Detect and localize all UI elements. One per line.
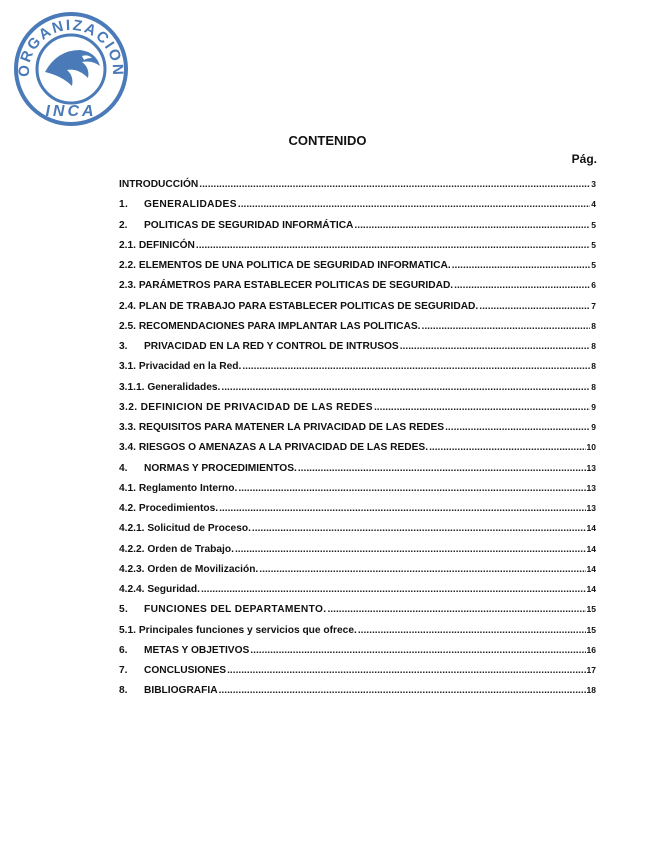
toc-dot-leader (250, 641, 585, 661)
toc-entry-title: 3.2. DEFINICION DE PRIVACIDAD DE LAS REDES (119, 401, 373, 413)
toc-entry[interactable] (119, 397, 596, 417)
toc-entry-page: 17 (586, 665, 596, 675)
toc-entry[interactable] (119, 194, 596, 214)
toc-entry-title: 3.4. RIESGOS O AMENAZAS A LA PRIVACIDAD DE LAS REDES. (119, 442, 429, 454)
svg-text:ORGANIZACION: ORGANIZACION (15, 16, 127, 78)
toc-entry-page: 8 (591, 320, 596, 331)
toc-entry[interactable] (119, 275, 596, 295)
toc-entry[interactable] (119, 377, 596, 397)
toc-entry-number: 4. (119, 462, 128, 474)
toc-entry-title: 4.2. Procedimientos. (119, 503, 219, 514)
organizacion-inca-logo (12, 10, 130, 128)
toc-dot-leader (235, 540, 586, 560)
toc-entry-title: 2.3. PARÁMETROS PARA ESTABLECER POLITICAS DE SEGURIDAD. (119, 280, 454, 292)
toc-entry-title: 4.2.3. Orden de Movilización. (119, 563, 259, 575)
toc-dot-leader (327, 600, 585, 620)
toc-entry-page: 5 (591, 219, 596, 230)
toc-entry[interactable] (119, 599, 596, 619)
toc-entry[interactable] (119, 680, 596, 700)
toc-entry-page: 6 (591, 280, 596, 291)
toc-entry-page: 15 (586, 604, 596, 615)
toc-entry-title: GENERALIDADES (144, 199, 237, 211)
toc-dot-leader (238, 195, 590, 215)
toc-entry-number: 7. (119, 665, 128, 676)
toc-dot-leader (374, 398, 590, 418)
toc-entry-title: 2.5. RECOMENDACIONES PARA IMPLANTAR LAS POLITICAS. (119, 320, 421, 332)
toc-entry-title: 3.1.1. Generalidades. (119, 381, 221, 393)
contents-heading: CONTENIDO (288, 133, 367, 148)
toc-entry[interactable] (119, 478, 596, 498)
toc-entry[interactable] (119, 498, 596, 518)
toc-entry[interactable] (119, 255, 596, 275)
toc-dot-leader (227, 661, 585, 681)
toc-entry-title: 4.2.2. Orden de Trabajo. (119, 543, 234, 555)
toc-entry-number: 2. (119, 219, 128, 231)
toc-entry-page: 7 (591, 300, 596, 311)
toc-entry[interactable] (119, 235, 596, 255)
toc-dot-leader (201, 580, 586, 600)
toc-entry-page: 10 (586, 442, 596, 453)
toc-entry-number: 3. (119, 341, 128, 352)
toc-entry[interactable] (119, 336, 596, 356)
toc-entry[interactable] (119, 539, 596, 559)
toc-entry-page: 13 (586, 462, 596, 473)
toc-entry-title: FUNCIONES DEL DEPARTAMENTO. (144, 604, 327, 616)
toc-dot-leader (298, 459, 586, 479)
toc-entry[interactable] (119, 356, 596, 376)
toc-entry[interactable] (119, 518, 596, 538)
toc-entry-title: 2.4. PLAN DE TRABAJO PARA ESTABLECER POLITICAS DE SEGURIDAD. (119, 300, 479, 312)
toc-entry-title: 4.2.1. Solicitud de Proceso. (119, 523, 251, 535)
toc-entry-page: 5 (591, 260, 596, 270)
page-column-label: Pág. (571, 152, 597, 166)
toc-entry-page: 13 (586, 482, 596, 493)
toc-entry-title: NORMAS Y PROCEDIMIENTOS. (144, 462, 297, 474)
toc-dot-leader (479, 297, 590, 317)
toc-entry-title: METAS Y OBJETIVOS (144, 644, 250, 656)
toc-entry-page: 14 (586, 584, 596, 594)
toc-dot-leader (196, 236, 590, 256)
toc-entry-title: 3.3. REQUISITOS PARA MATENER LA PRIVACIDAD DE LAS REDES (119, 422, 445, 433)
toc-entry[interactable] (119, 437, 596, 457)
toc-entry-page: 16 (586, 644, 596, 655)
toc-entry[interactable] (119, 458, 596, 478)
toc-entry-title: 3.1. Privacidad en la Red. (119, 361, 242, 373)
toc-dot-leader (252, 519, 586, 539)
toc-entry[interactable] (119, 620, 596, 640)
toc-entry-page: 5 (591, 239, 596, 250)
toc-dot-leader (400, 337, 591, 357)
toc-entry-number: 6. (119, 644, 128, 656)
toc-entry-page: 8 (591, 361, 596, 372)
toc-entry-page: 14 (586, 523, 596, 534)
toc-entry[interactable] (119, 296, 596, 316)
toc-entry[interactable] (119, 215, 596, 235)
toc-entry[interactable] (119, 316, 596, 336)
toc-entry[interactable] (119, 660, 596, 680)
toc-dot-leader (354, 216, 590, 236)
toc-entry-page: 9 (591, 422, 596, 432)
toc-dot-leader (454, 276, 590, 296)
toc-entry-title: PRIVACIDAD EN LA RED Y CONTROL DE INTRUSOS (144, 341, 399, 352)
toc-dot-leader (199, 175, 590, 195)
toc-entry-title: 2.1. DEFINICÓN (119, 239, 195, 251)
eagle-seal-icon (12, 10, 130, 128)
toc-dot-leader (358, 621, 586, 641)
toc-entry-page: 14 (586, 543, 596, 554)
toc-dot-leader (242, 357, 590, 377)
toc-entry-page: 3 (591, 179, 596, 189)
toc-entry-title: 4.2.4. Seguridad. (119, 584, 200, 595)
toc-dot-leader (219, 681, 586, 701)
toc-dot-leader (429, 438, 585, 458)
toc-dot-leader (422, 317, 591, 337)
toc-entry[interactable] (119, 559, 596, 579)
toc-entry-title: CONCLUSIONES (144, 665, 227, 676)
toc-entry-page: 13 (586, 503, 596, 513)
toc-entry-page: 8 (591, 341, 596, 351)
svg-text:INCA: INCA (45, 103, 97, 120)
toc-entry-number: 8. (119, 685, 128, 697)
toc-entry-page: 18 (586, 685, 596, 696)
toc-entry-title: 5.1. Principales funciones y servicios que ofrece. (119, 624, 357, 636)
toc-entry-title: BIBLIOGRAFIA (144, 685, 218, 697)
toc-entry-number: 5. (119, 604, 129, 616)
toc-entry[interactable] (119, 417, 596, 437)
toc-entry-page: 15 (586, 624, 596, 635)
toc-dot-leader (445, 418, 590, 438)
toc-entry-page: 14 (586, 563, 596, 574)
toc-entry-title: 2.2. ELEMENTOS DE UNA POLITICA DE SEGURIDAD INFORMATICA. (119, 260, 451, 271)
toc-entry-number: 1. (119, 199, 129, 211)
toc-entry-title: INTRODUCCIÓN (119, 179, 199, 190)
toc-dot-leader (452, 256, 591, 276)
toc-entry-page: 9 (591, 401, 596, 412)
toc-entry-page: 4 (591, 199, 596, 210)
toc-entry-title: POLITICAS DE SEGURIDAD INFORMÁTICA (144, 219, 354, 231)
toc-entry[interactable] (119, 579, 596, 599)
toc-dot-leader (219, 499, 585, 519)
toc-dot-leader (238, 479, 585, 499)
toc-dot-leader (259, 560, 585, 580)
toc-entry-page: 8 (591, 381, 596, 392)
toc-entry-title: 4.1. Reglamento Interno. (119, 482, 238, 494)
toc-entry[interactable] (119, 640, 596, 660)
toc-entry[interactable] (119, 174, 596, 194)
toc-dot-leader (221, 378, 590, 398)
table-of-contents (119, 174, 596, 701)
